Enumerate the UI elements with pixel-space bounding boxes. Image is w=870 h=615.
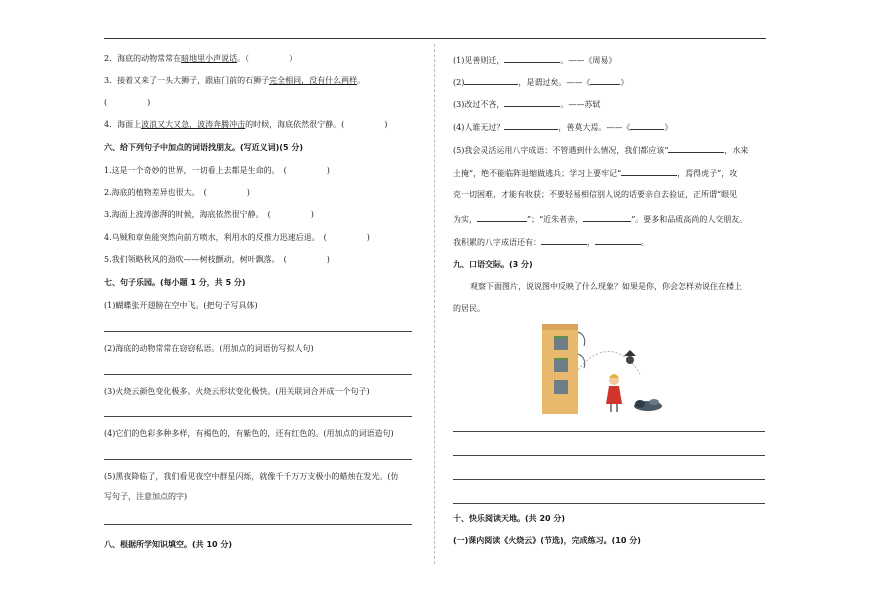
answer-line[interactable]: [453, 479, 765, 480]
s6-item-5[interactable]: 5.我们领略秋风的劲吹——树枝颤动，树叶飘落。 ( ): [104, 255, 330, 264]
blank[interactable]: [504, 54, 560, 63]
answer-line[interactable]: [453, 431, 765, 432]
q2-line: [104, 54, 297, 64]
blank[interactable]: [464, 76, 518, 85]
blank[interactable]: [504, 98, 560, 107]
r3-text: (3)改过不吝，: [453, 100, 505, 109]
r6-line: [453, 236, 649, 248]
r3-line: [453, 98, 600, 110]
top-rule: [104, 38, 766, 39]
s7-item-1: (1)蝴蝶张开翅膀在空中飞。(把句子写具体): [104, 301, 258, 310]
r5a-text: (5)我会灵活运用八字成语：不管遇到什么情况，我们都应该“: [453, 146, 669, 155]
r3-end: 。——苏轼: [560, 100, 601, 109]
q4-text: 4．海面上: [104, 120, 142, 129]
window: [554, 336, 568, 350]
blank[interactable]: [477, 213, 527, 222]
q2-paren[interactable]: 。（ ）: [237, 54, 298, 63]
q4-line: [104, 120, 387, 130]
section-10-subtitle: (一)课内阅读《火烧云》(节选)，完成练习。(10 分): [453, 536, 641, 545]
answer-line[interactable]: [453, 503, 765, 504]
q2-underlined: 暗地里小声说话: [181, 54, 238, 63]
section-9-title: 九、口语交际。(3 分): [453, 260, 533, 269]
q2-text: 2．海底的动物常常在: [104, 54, 182, 63]
s7-item-3: (3)火烧云颜色变化极多。火烧云形状变化极快。(用关联词合并成一个句子): [104, 387, 370, 396]
s6-item-1[interactable]: 1.这是一个奇妙的世界，一切看上去都是生命的。 ( ): [104, 166, 330, 175]
blank[interactable]: [590, 76, 620, 85]
q3-end: 。: [357, 76, 366, 85]
blank[interactable]: [541, 236, 587, 245]
q3-line: [104, 76, 365, 86]
r1-line: [453, 54, 616, 66]
section-9-prompt-a: 观察下面图片，说说图中反映了什么现象？如果是你，你会怎样劝说住在楼上: [470, 282, 742, 291]
r5a-line: [453, 144, 748, 156]
r1-text: (1)见善则迁，: [453, 56, 505, 65]
s6-item-3[interactable]: 3.海面上波涛澎湃的时候，海底依然很宁静。 ( ): [104, 210, 314, 219]
r2-mid: ，是谓过矣。——《: [518, 78, 591, 87]
r5d-mid: ”；“近朱者赤，: [527, 215, 584, 224]
r6-text: 我积累的八字成语还有：: [453, 238, 541, 247]
answer-line[interactable]: [104, 416, 412, 417]
littering-illustration: [540, 322, 672, 414]
r4-end: 》: [664, 123, 673, 132]
answer-line[interactable]: [104, 374, 412, 375]
section-7-title: 七、句子乐园。(每小题 1 分，共 5 分): [104, 278, 246, 287]
q3-paren[interactable]: ( ): [104, 98, 151, 107]
r2-line: [453, 76, 628, 88]
r6-sep: ，: [587, 238, 595, 247]
r6-end: 。: [641, 238, 649, 247]
r2-text: (2): [453, 78, 465, 87]
section-9-prompt-b: 的居民。: [453, 304, 485, 313]
blank[interactable]: [630, 121, 664, 130]
section-6-title: 六、给下列句子中加点的词语找朋友。(写近义词)(5 分): [104, 143, 303, 152]
s7-item-4: (4)它们的色彩多种多样，有褐色的，有紫色的，还有红色的。(用加点的词语造句): [104, 429, 394, 438]
blank[interactable]: [621, 167, 677, 176]
r5b-mid: ，焉得虎子”，攻: [677, 169, 738, 178]
section-8-title: 八、根据所学知识填空。(共 10 分): [104, 540, 233, 549]
blank[interactable]: [668, 144, 724, 153]
s7-item-5b: 写句子，注意加点的字): [104, 492, 188, 501]
r1-end: 。——《周易》: [560, 56, 617, 65]
r4-mid: ，善莫大焉。——《: [558, 123, 631, 132]
s6-item-2[interactable]: 2.海底的植物差异也很大。 ( ): [104, 188, 250, 197]
q3-text: 3．接着又来了一头大狮子，跟庙门前的石狮子: [104, 76, 270, 85]
blank[interactable]: [504, 121, 558, 130]
r5d-line: [453, 213, 747, 225]
blank[interactable]: [583, 213, 631, 222]
section-10-title: 十、快乐阅读天地。(共 20 分): [453, 514, 566, 523]
r5b-text: 土掩”，绝不能临阵退缩做逃兵；学习上要牢记“: [453, 169, 622, 178]
answer-line[interactable]: [104, 524, 412, 525]
column-divider: [434, 44, 435, 564]
answer-line[interactable]: [453, 455, 765, 456]
r4-line: [453, 121, 672, 133]
s6-item-4[interactable]: 4.乌贼和章鱼能突然向前方喷水，利用水的反推力迅速后退。 ( ): [104, 233, 370, 242]
r5a-end: ，水来: [724, 146, 749, 155]
answer-line[interactable]: [104, 459, 412, 460]
answer-line[interactable]: [104, 331, 412, 332]
q3-underlined: 完全相同，没有什么两样: [269, 76, 358, 85]
q4-paren[interactable]: 的时候，海底依然很宁静。( ): [245, 120, 388, 129]
r2-end: 》: [620, 78, 629, 87]
r4-text: (4)人谁无过？: [453, 123, 505, 132]
window: [554, 358, 568, 372]
r5d-end: ”。要多和品质高尚的人交朋友。: [631, 215, 748, 224]
window: [554, 380, 568, 394]
s7-item-5a: (5)黑夜降临了，我们看见夜空中群星闪烁，就像千千万万支极小的蜡烛在发光。(仿: [104, 472, 399, 481]
q4-underlined: 波浪又大又急，波涛奔腾冲击: [141, 120, 246, 129]
blank[interactable]: [595, 236, 641, 245]
s7-item-2: (2)海底的动物常常在窃窃私语。(用加点的词语仿写拟人句): [104, 344, 314, 353]
r5d-text: 为实，: [453, 215, 477, 224]
r5c-text: 克一切困难，才能有收获；不要轻易相信别人说的话要亲自去验证，正所谓“眼见: [453, 190, 738, 199]
r5b-line: [453, 167, 737, 179]
